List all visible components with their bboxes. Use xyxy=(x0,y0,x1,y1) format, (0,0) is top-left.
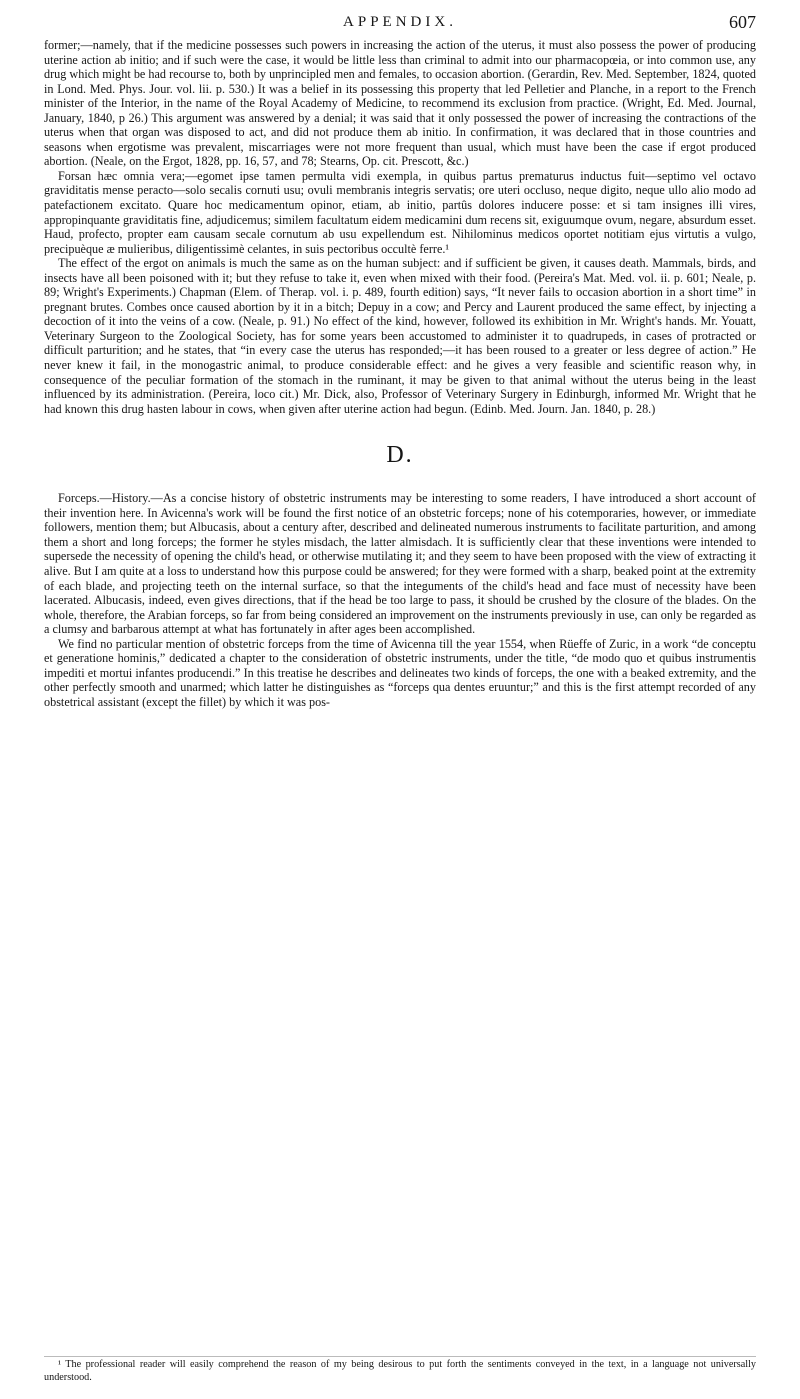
paragraph-rueffe-forceps: We find no particular mention of obstetric forceps from the time of Avicenna till the year 1554, when Rüeffe of Zuric, in a work “de conceptu et generatione hominis,” dedicated a chapter to the consideration of obstetric instruments, under the title, “de modo quo et quibus instrumentis impediti et mortui infantes producendi.” In this treatise he describes and delineates two kinds of forceps, the one with a beaked extremity, and the other perfectly smooth and unarmed; which latter he distinguishes as “forceps qua dentes eruuntur;” and this is the first attempt recorded of any obstetrical assistant (except the fillet) by which it was pos- xyxy=(44,636,756,709)
footnote-text: ¹ The professional reader will easily comprehend the reason of my being desirous to put forth the sentiments conveyed in the text, in a language not universally understood. xyxy=(44,1359,756,1383)
paragraph-latin-passage: Forsan hæc omnia vera;—egomet ipse tamen permulta vidi exempla, in quibus partus prematurus inductus fuit—septimo vel octavo graviditatis mense peracto—solo secalis cornuti usu; ovuli membranis integris servatis; ore uteri occluso, neque digito, neque ullo alio modo ad patefactionem excitato. Quare hoc medicamentum opinor, etiam, ab initio, partûs dolores inducere posse: et si tam insignes illi vires, appropinquante graviditatis fine, adjudicemus; similem facultatum eidem medicamini dum recens sit, exiguumque ovum, negare, absurdum esset. Haud, profecto, propter eam causam secale cornutum ab usu expellendum est. Nihilominus medicos oportet notitiam ejus virtutis a vulgo, precipuèque æ mulieribus, diligentissimè celantes, in suis pectoribus occultè ferre.¹ xyxy=(44,168,756,256)
paragraph-ergot-animals: The effect of the ergot on animals is much the same as on the human subject: and if sufficient be given, it causes death. Mammals, birds, and insects have all been poisoned with it; but they refuse to take it, even when mixed with their food. (Pereira's Mat. Med. vol. ii. p. 601; Neale, p. 89; Wright's Experiments.) Chapman (Elem. of Therap. vol. i. p. 489, fourth edition) says, “It never fails to occasion abortion in a short time” in pregnant brutes. Combes once caused abortion by it in a bitch; Depuy in a cow; and Percy and Laurent produced the same effect, by injecting a decoction of it into the veins of a cow. (Neale, p. 91.) No effect of the kind, however, followed its exhibition in Mr. Wright's hands. Mr. Youatt, Veterinary Surgeon to the Zoological Society, has for some years been accustomed to administer it to quadrupeds, in cases of protracted or difficult parturition; and he states, that “in every case the uterus has responded;—it has been roused to a greater or less degree of action.” He never knew it fail, in the monogastric animal, to produce considerable effect: and he gives a very feasible and scientific reason why, in consequence of the peculiar formation of the stomach in the ruminant, it may be given to that animal without the uterus being in the least influenced by its administration. (Pereira, loco cit.) Mr. Dick, also, Professor of Veterinary Surgery in Edinburgh, informed Mr. Wright that he had known this drug hasten labour in cows, when given after uterine action had begun. (Edinb. Med. Journ. Jan. 1840, p. 28.) xyxy=(44,256,756,416)
body-text xyxy=(44,38,756,709)
footnote xyxy=(44,1356,756,1384)
section-heading: D. xyxy=(386,442,414,469)
paragraph-ergot-abortion: former;—namely, that if the medicine possesses such powers in increasing the action of the uterus, it must also possess the power of producing uterine action ab initio; and if such were the case, it would be little less than criminal to admit into our pharmacopœia, or into common use, any drug which might be had recourse to, both by unprincipled men and females, to occasion abortion. (Gerardin, Rev. Med. September, 1824, quoted in Lond. Med. Phys. Jour. vol. lii. p. 530.) It was a belief in its possessing this property that led Pelletier and Planche, in a report to the French minister of the Interior, in the name of the Royal Academy of Medicine, to recommend its exclusion from practice. (Wright, Ed. Med. Journal, January, 1840, p 26.) This argument was answered by a denial; it was said that it only possessed the power of increasing the contractions of the uterus when that organ was disposed to act, and did not produce them ab initio. In confirmation, it was declared that in those countries and seasons when ergotisme was prevalent, miscarriages were not more frequent than usual, which must have been the case if ergot produced abortion. (Neale, on the Ergot, 1828, pp. 16, 57, and 78; Stearns, Op. cit. Prescott, &c.) xyxy=(44,38,756,169)
running-title: APPENDIX. xyxy=(343,14,457,30)
page-number: 607 xyxy=(729,12,756,32)
running-head xyxy=(44,12,756,38)
paragraph-forceps-history: Forceps.—History.—As a concise history of obstetric instruments may be interesting to some readers, I have introduced a short account of their invention here. In Avicenna's work will be found the first notice of an obstetric forceps; none of his cotemporaries, however, or immediate followers, mention them; but Albucasis, about a century after, described and delineated numerous instruments to facilitate parturition, and among them a short and long forceps; the former he styles misdach, the latter almisdach. It is sufficiently clear that these inventions were intended to supersede the necessity of opening the child's head, or otherwise mutilating it; and they seem to have been proposed with the view of extracting it alive. But I am quite at a loss to understand how this purpose could be answered; for they were formed with a sharp, beaked point at the extremity of each blade, and projecting teeth on the internal surface, so that the integuments of the child's head and face must of necessity have been lacerated. Albucasis, indeed, even gives directions, that if the head be too large to pass, it should be crushed by the closure of the blades. On the whole, therefore, the Arabian forceps, so far from being considered an improvement on the instruments previously in use, can only be regarded as a clumsy and barbarous attempt at what has fortunately in after ages been accomplished. xyxy=(44,491,756,637)
